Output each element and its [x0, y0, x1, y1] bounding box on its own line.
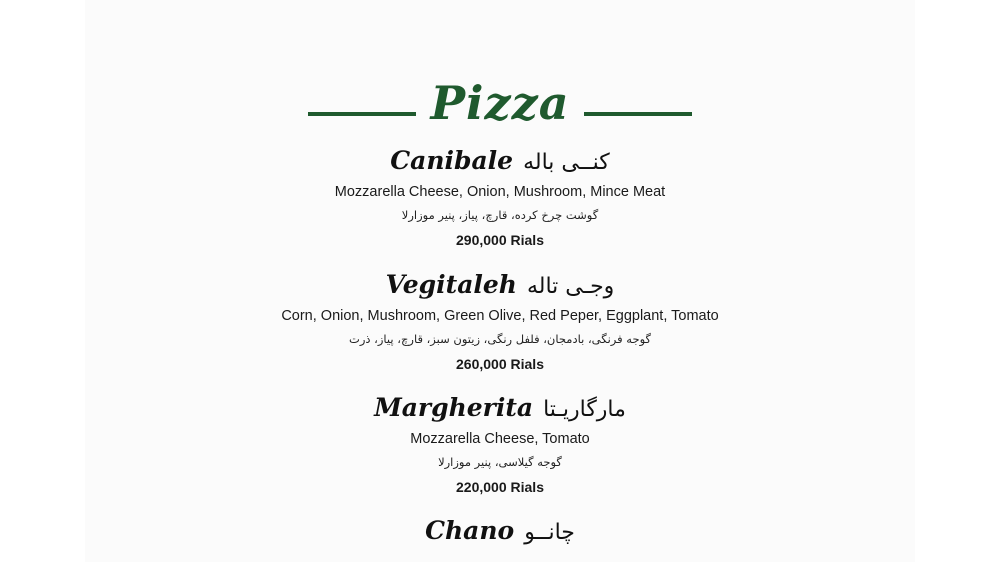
item-name-en: Margherita — [374, 393, 534, 422]
item-name-en: Chano — [425, 516, 515, 545]
item-name-fa: مارگاریـتا — [543, 397, 626, 422]
section-header — [0, 68, 1000, 138]
item-name — [0, 393, 1000, 429]
item-name-fa: چانــو — [524, 520, 575, 545]
item-name — [0, 146, 1000, 182]
item-name — [0, 516, 1000, 552]
item-description-fa: گوجه گیلاسی، پنیر موزارلا — [438, 455, 562, 469]
header-rule-left — [308, 112, 416, 116]
item-description-fa: گوشت چرخ کرده، قارچ، پیاز، پنیر موزارلا — [401, 208, 599, 222]
item-name-en: Canibale — [390, 146, 514, 175]
item-price: 290,000 Rials — [456, 232, 544, 248]
menu-item-canibale — [0, 146, 1000, 248]
header-rule-right — [584, 112, 692, 116]
item-name-fa: وجـی تاله — [526, 274, 615, 299]
menu-item-margherita — [0, 393, 1000, 495]
item-description-en: Corn, Onion, Mushroom, Green Olive, Red Peper, Eggplant, Tomato — [281, 308, 719, 324]
menu-item-vegitaleh — [0, 270, 1000, 372]
item-name — [0, 270, 1000, 306]
section-title: Pizza — [430, 76, 570, 130]
item-price: 220,000 Rials — [456, 479, 544, 495]
item-description-en: Mozzarella Cheese, Tomato — [410, 431, 590, 447]
item-name-fa: کنــی باله — [523, 150, 610, 175]
item-description-en: Mozzarella Cheese, Onion, Mushroom, Mince Meat — [334, 184, 666, 200]
item-description-fa: گوجه فرنگی، بادمجان، فلفل رنگی، زیتون سبز، قارچ، پیاز، ذرت — [349, 332, 651, 346]
item-name-en: Vegitaleh — [385, 270, 517, 299]
menu-item-chano — [0, 516, 1000, 552]
item-price: 260,000 Rials — [456, 356, 544, 372]
